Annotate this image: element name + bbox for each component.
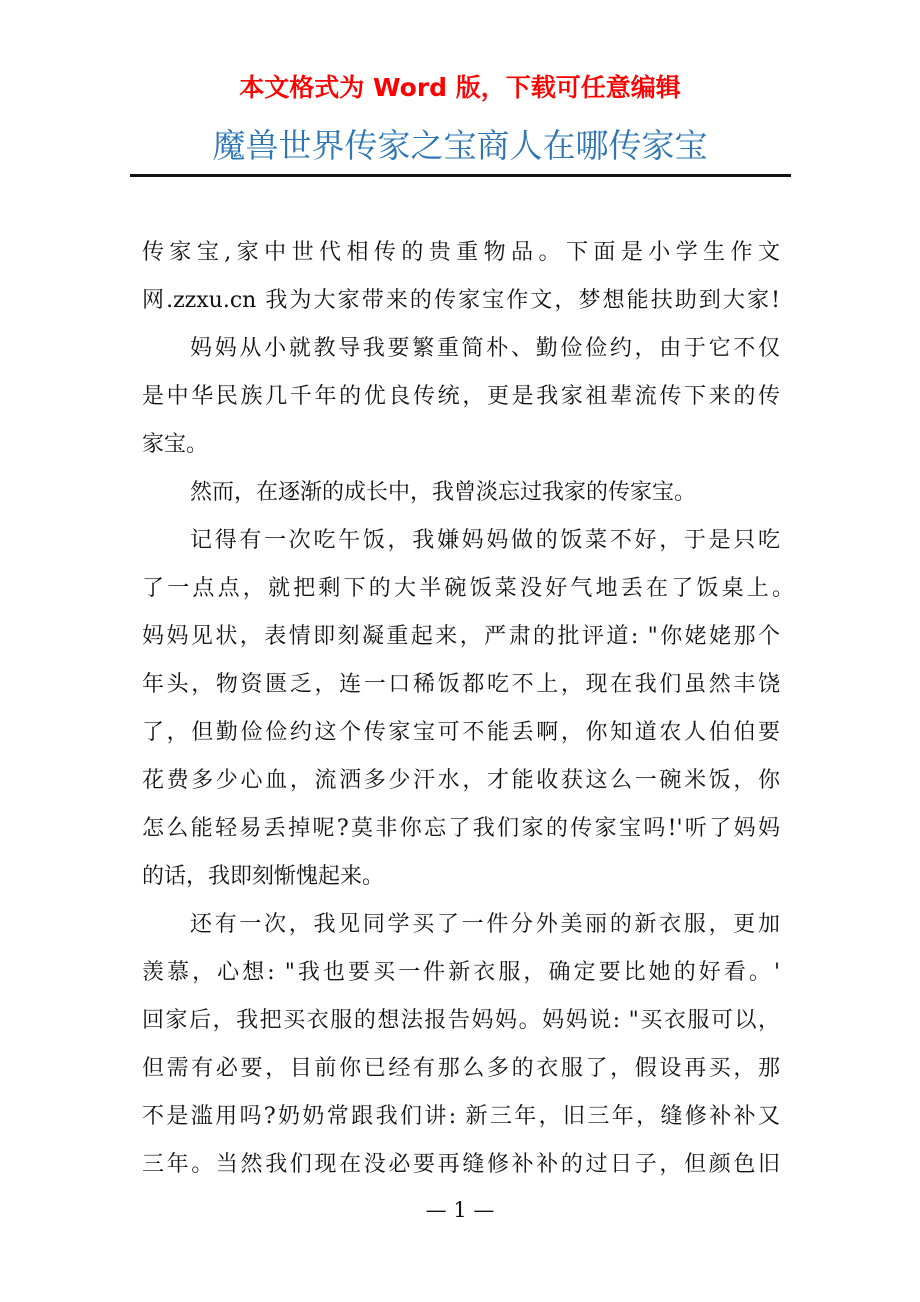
text-line: 了，但勤俭俭约这个传家宝可不能丢啊，你知道农人伯伯要 — [142, 720, 780, 745]
text-line: 网.zzxu.cn 我为大家带来的传家宝作文，梦想能扶助到大家! — [142, 288, 780, 313]
text-line: 家宝。 — [142, 432, 209, 457]
text-line: 的话，我即刻惭愧起来。 — [142, 864, 385, 889]
text-line: 年头，物资匮乏，连一口稀饭都吃不上，现在我们虽然丰饶 — [142, 672, 780, 697]
text-line: 怎么能轻易丢掉呢?莫非你忘了我们家的传家宝吗!'听了妈妈 — [142, 816, 780, 841]
text-line: 了一点点，就把剩下的大半碗饭菜没好气地丢在了饭桌上。 — [142, 576, 794, 601]
text-line: 回家后，我把买衣服的想法报告妈妈。妈妈说: "买衣服可以， — [142, 1008, 780, 1033]
format-notice: 本文格式为 Word 版，下载可任意编辑 — [239, 73, 681, 102]
text-line: 还有一次，我见同学买了一件分外美丽的新衣服，更加 — [190, 912, 780, 937]
text-line: 不是滥用吗?奶奶常跟我们讲: 新三年，旧三年，缝修补补又 — [142, 1104, 780, 1129]
text-line: 传家宝,家中世代相传的贵重物品。下面是小学生作文 — [142, 240, 780, 265]
text-line: 妈妈从小就教导我要繁重简朴、勤俭俭约，由于它不仅 — [190, 336, 780, 361]
text-line: 三年。当然我们现在没必要再缝修补补的过日子，但颜色旧 — [142, 1152, 780, 1177]
text-line: 花费多少心血，流洒多少汗水，才能收获这么一碗米饭，你 — [142, 768, 780, 793]
page-number: — 1 — — [425, 1198, 495, 1222]
header-rule — [130, 174, 791, 177]
document-title: 魔兽世界传家之宝商人在哪传家宝 — [212, 126, 708, 165]
text-line: 妈妈见状，表情即刻凝重起来，严肃的批评道: "你姥姥那个 — [142, 624, 780, 649]
text-line: 但需有必要，目前你已经有那么多的衣服了，假设再买，那 — [142, 1056, 780, 1081]
text-line: 记得有一次吃午饭，我嫌妈妈做的饭菜不好，于是只吃 — [190, 528, 780, 553]
text-line: 然而，在逐渐的成长中，我曾淡忘过我家的传家宝。 — [190, 480, 697, 505]
text-line: 羡慕，心想: "我也要买一件新衣服，确定要比她的好看。' — [142, 960, 780, 985]
document-body — [142, 236, 794, 1196]
text-line: 是中华民族几千年的优良传统，更是我家祖辈流传下来的传 — [142, 384, 780, 409]
